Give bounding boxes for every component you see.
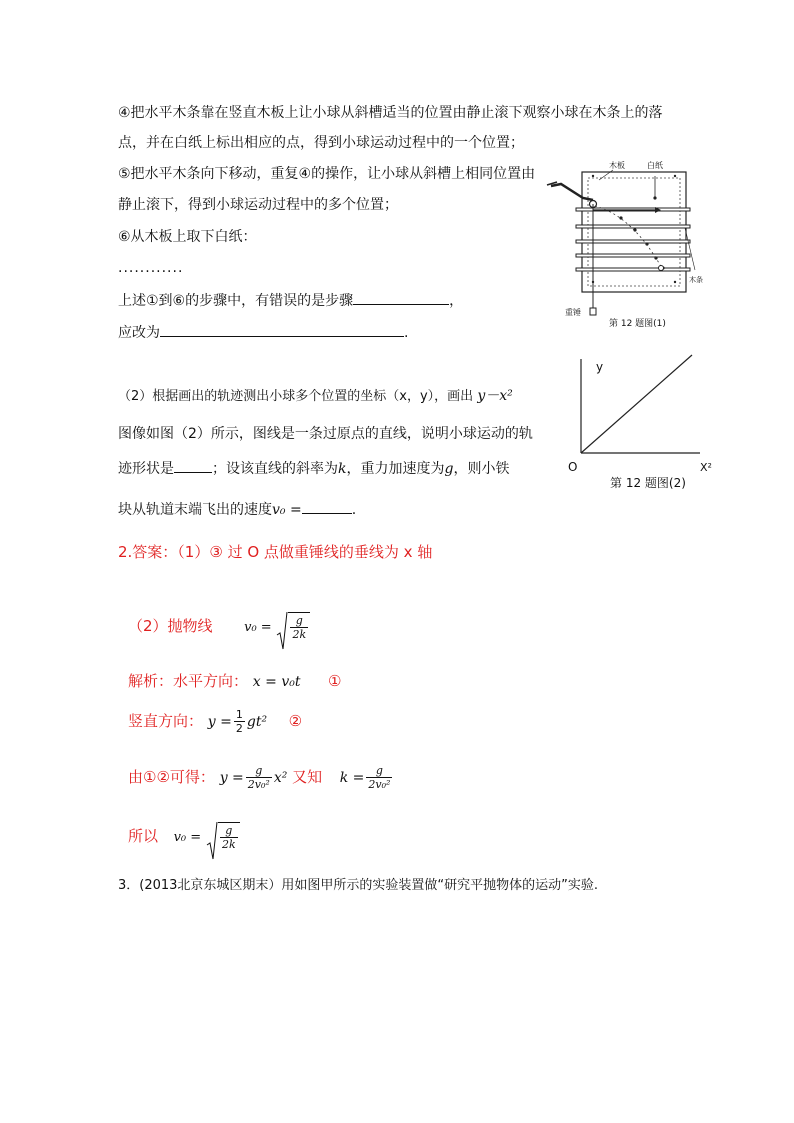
q2-period: .: [351, 502, 357, 518]
analysis-vertical: [128, 708, 302, 735]
step5-line1: ⑤把水平木条向下移动，重复④的操作，让小球从斜槽上相同位置由: [118, 166, 536, 182]
q2-line2: 图像如图（2）所示，图线是一条过原点的直线，说明小球运动的轨: [118, 426, 533, 442]
conclusion-label: 所以: [128, 827, 159, 845]
q2-text4: 块从轨道末端飞出的速度: [118, 502, 272, 518]
fig2-caption: 第 12 题图(2): [610, 476, 686, 490]
k-symbol: k: [338, 461, 347, 477]
q2-line1: [118, 386, 513, 407]
marker-2: ②: [288, 712, 303, 730]
radical-sign: [276, 611, 288, 651]
label-strip: 木条: [689, 276, 703, 284]
eq2-lhs: y =: [207, 714, 232, 730]
also-known-label: 又知: [292, 768, 323, 786]
k-eq: k =: [339, 770, 365, 786]
vertical-label: 竖直方向：: [128, 712, 204, 730]
label-paper: 白纸: [647, 161, 663, 170]
analysis-label: 解析：水平方向：: [128, 672, 249, 690]
frac-num-g: g: [290, 614, 308, 628]
chute: [551, 184, 593, 200]
wrong-step-blank: [353, 290, 449, 305]
label-weight: 重锤: [565, 308, 581, 317]
v0-lhs-2: v₀ =: [173, 830, 202, 845]
question-3: 3．(2013北京东城区期末）用如图甲所示的实验装置做“研究平抛物体的运动”实验.: [118, 878, 599, 893]
v0-blank: [302, 499, 352, 514]
wrong-step-comma: ，: [449, 293, 464, 309]
correction-question: [118, 322, 408, 343]
analysis-combine: [128, 764, 394, 791]
fig1-caption: 第 12 题图(1): [609, 319, 666, 329]
trajectory-curve: [595, 206, 663, 270]
frac-one-half: [234, 708, 245, 735]
frac-num-1: 1: [235, 708, 243, 721]
x-axis-label: X²: [700, 461, 712, 474]
y-x2-graph: [560, 349, 720, 497]
apparatus-figure: [543, 158, 705, 330]
step4-line2: 点，并在白纸上标出相应的点，得到小球运动过程中的一个位置；: [118, 135, 524, 151]
marker-1: ①: [328, 672, 342, 690]
frac-den-2: 2: [235, 722, 243, 735]
answer-part2-label: （2）抛物线: [128, 617, 213, 635]
q2-line4: [118, 499, 356, 520]
frac4-num: g: [366, 764, 392, 778]
trajectory-shape-blank: [174, 458, 212, 473]
step6-line: ⑥从木板上取下白纸：: [118, 229, 257, 245]
answer-part2: [128, 612, 310, 641]
v0-lhs: v₀ =: [244, 620, 272, 635]
paper-dot: [653, 196, 656, 199]
frac-k-value: [366, 764, 392, 791]
eq-horizontal: x = v₀t: [252, 674, 301, 690]
step5-line2: 静止滚下，得到小球运动过程中的多个位置；: [118, 197, 398, 213]
analysis-horizontal: [128, 670, 342, 691]
analysis-conclusion: [128, 822, 240, 851]
q2-text1: （2）根据画出的轨迹测出小球多个位置的坐标（x，y），画出: [118, 389, 474, 404]
q2-line3: [118, 458, 509, 479]
apparatus-diagram: [543, 158, 705, 330]
graph-figure: [560, 349, 720, 497]
y-axis-label: y: [596, 360, 604, 374]
q2-text3b: ；设该直线的斜率为: [212, 461, 338, 477]
board-outline: [582, 172, 686, 292]
frac5-num: g: [220, 824, 238, 838]
frac5-den: 2k: [221, 838, 236, 851]
frac3-den: 2v₀²: [247, 778, 270, 791]
wrong-step-text: 上述①到⑥的步骤中，有错误的是步骤: [118, 293, 354, 309]
weight-box: [590, 308, 596, 315]
q2-text3d: ，则小铁: [453, 461, 510, 477]
q2-text3c: ，重力加速度为: [346, 461, 445, 477]
correction-blank: [160, 322, 404, 337]
eq3-lhs: y =: [219, 770, 244, 786]
q2-math-yx2: y－x²: [477, 388, 513, 404]
frac-den-2k: 2k: [292, 628, 307, 641]
g-symbol: g: [444, 461, 454, 477]
step4-line1: ④把水平木条靠在竖直木板上让小球从斜槽适当的位置由静止滚下观察小球在木条上的落: [118, 105, 663, 121]
origin-label: O: [568, 460, 578, 474]
combine-label: 由①②可得：: [128, 768, 215, 786]
correction-text: 应改为: [118, 325, 160, 341]
q2-text3a: 迹形状是: [118, 461, 174, 477]
x-squared: x²: [273, 770, 288, 786]
eq2-rhs: gt²: [246, 714, 268, 730]
correction-period: .: [404, 325, 409, 341]
frac-g-over-2v0sq: [246, 764, 272, 791]
ellipsis-dots: ............: [118, 260, 184, 276]
frac4-den: 2v₀²: [368, 778, 391, 791]
radical-sign-2: [206, 821, 218, 861]
wrong-step-question: [118, 290, 463, 311]
sqrt-g-over-2k-2: [206, 822, 240, 851]
answer-heading: 2.答案：（1）③ 过 O 点做重锤线的垂线为 x 轴: [118, 543, 433, 561]
sqrt-g-over-2k: [276, 612, 310, 641]
label-board: 木板: [609, 161, 625, 170]
frac3-num: g: [246, 764, 272, 778]
landing-ball: [659, 266, 664, 271]
v0-symbol: v₀ =: [272, 502, 302, 518]
